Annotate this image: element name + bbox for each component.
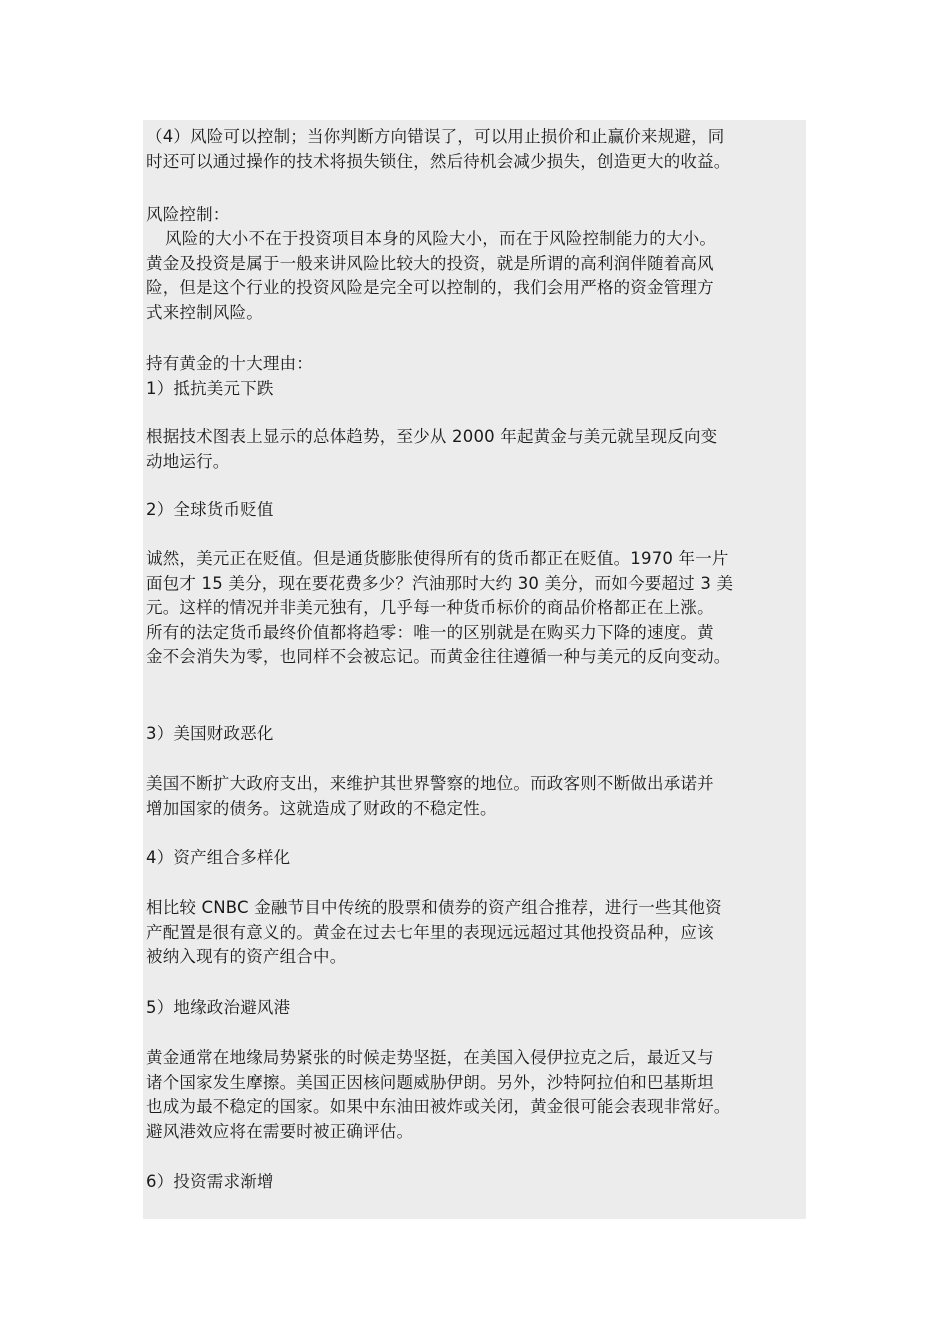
- text-line: 式来控制风险。: [146, 302, 263, 322]
- text-line: 黄金通常在地缘局势紧张的时候走势坚挺，在美国入侵伊拉克之后，最近又与: [146, 1048, 714, 1067]
- text-line: 元。这样的情况并非美元独有，几乎每一种货币标价的商品价格都正在上涨。: [146, 598, 714, 617]
- text-line: 1）抵抗美元下跌: [146, 378, 274, 398]
- heading-ten-reasons: [146, 352, 808, 401]
- text-line: 被纳入现有的资产组合中。: [146, 947, 347, 966]
- text-line: 增加国家的债务。这就造成了财政的不稳定性。: [146, 798, 497, 818]
- text-line: 所有的法定货币最终价值都将趋零：唯一的区别就是在购买力下降的速度。黄: [146, 622, 714, 642]
- text-line: 诚然，美元正在贬值。但是通货膨胀使得所有的货币都正在贬值。1970 年一片: [146, 549, 729, 568]
- paragraph-reason-5: [146, 1046, 808, 1144]
- text-line: 动地运行。: [146, 451, 230, 471]
- heading-reason-2: [146, 498, 808, 523]
- text-line: 黄金及投资是属于一般来讲风险比较大的投资，就是所谓的高利润伴随着高风: [146, 253, 714, 273]
- text-line: 相比较 CNBC 金融节目中传统的股票和债券的资产组合推荐，进行一些其他资: [146, 898, 722, 917]
- paragraph-risk-control-body: [146, 227, 808, 325]
- text-line: 5）地缘政治避风港: [146, 998, 291, 1017]
- text-line: 风险的大小不在于投资项目本身的风险大小，而在于风险控制能力的大小。: [165, 229, 717, 248]
- text-line: 产配置是很有意义的。黄金在过去七年里的表现远远超过其他投资品种，应该: [146, 922, 714, 942]
- paragraph-reason-1: [146, 425, 808, 474]
- paragraph-reason-2: [146, 547, 808, 670]
- paragraph-risk-control-point-4: [146, 125, 808, 174]
- text-line: 持有黄金的十大理由：: [146, 354, 313, 373]
- text-line: 根据技术图表上显示的总体趋势，至少从 2000 年起黄金与美元就呈现反向变: [146, 427, 718, 446]
- heading-reason-3: [146, 722, 808, 747]
- heading-reason-6: [146, 1170, 808, 1195]
- text-line: 风险控制：: [146, 205, 230, 224]
- paragraph-reason-4: [146, 896, 808, 970]
- text-line: 时还可以通过操作的技术将损失锁住，然后待机会减少损失，创造更大的收益。: [146, 151, 731, 171]
- text-line: （4）风险可以控制；当你判断方向错误了，可以用止损价和止赢价来规避，同: [146, 127, 725, 146]
- text-line: 4）资产组合多样化: [146, 848, 291, 867]
- heading-reason-5: [146, 996, 808, 1021]
- text-line: 面包才 15 美分，现在要花费多少？汽油那时大约 30 美分，而如今要超过 3 美: [146, 573, 734, 593]
- text-line: 金不会消失为零，也同样不会被忘记。而黄金往往遵循一种与美元的反向变动。: [146, 647, 731, 666]
- text-line: 避风港效应将在需要时被正确评估。: [146, 1121, 414, 1141]
- heading-risk-control: [146, 203, 808, 228]
- text-line: 险，但是这个行业的投资风险是完全可以控制的，我们会用严格的资金管理方: [146, 278, 714, 297]
- text-line: 美国不断扩大政府支出，来维护其世界警察的地位。而政客则不断做出承诺并: [146, 774, 714, 793]
- text-line: 诸个国家发生摩擦。美国正因核问题威胁伊朗。另外，沙特阿拉伯和巴基斯坦: [146, 1072, 714, 1092]
- paragraph-reason-3: [146, 772, 808, 821]
- text-line: 3）美国财政恶化: [146, 724, 274, 743]
- heading-reason-4: [146, 846, 808, 871]
- text-line: 也成为最不稳定的国家。如果中东油田被炸或关闭，黄金很可能会表现非常好。: [146, 1097, 731, 1116]
- text-line: 6）投资需求渐增: [146, 1172, 274, 1191]
- text-line: 2）全球货币贬值: [146, 500, 274, 519]
